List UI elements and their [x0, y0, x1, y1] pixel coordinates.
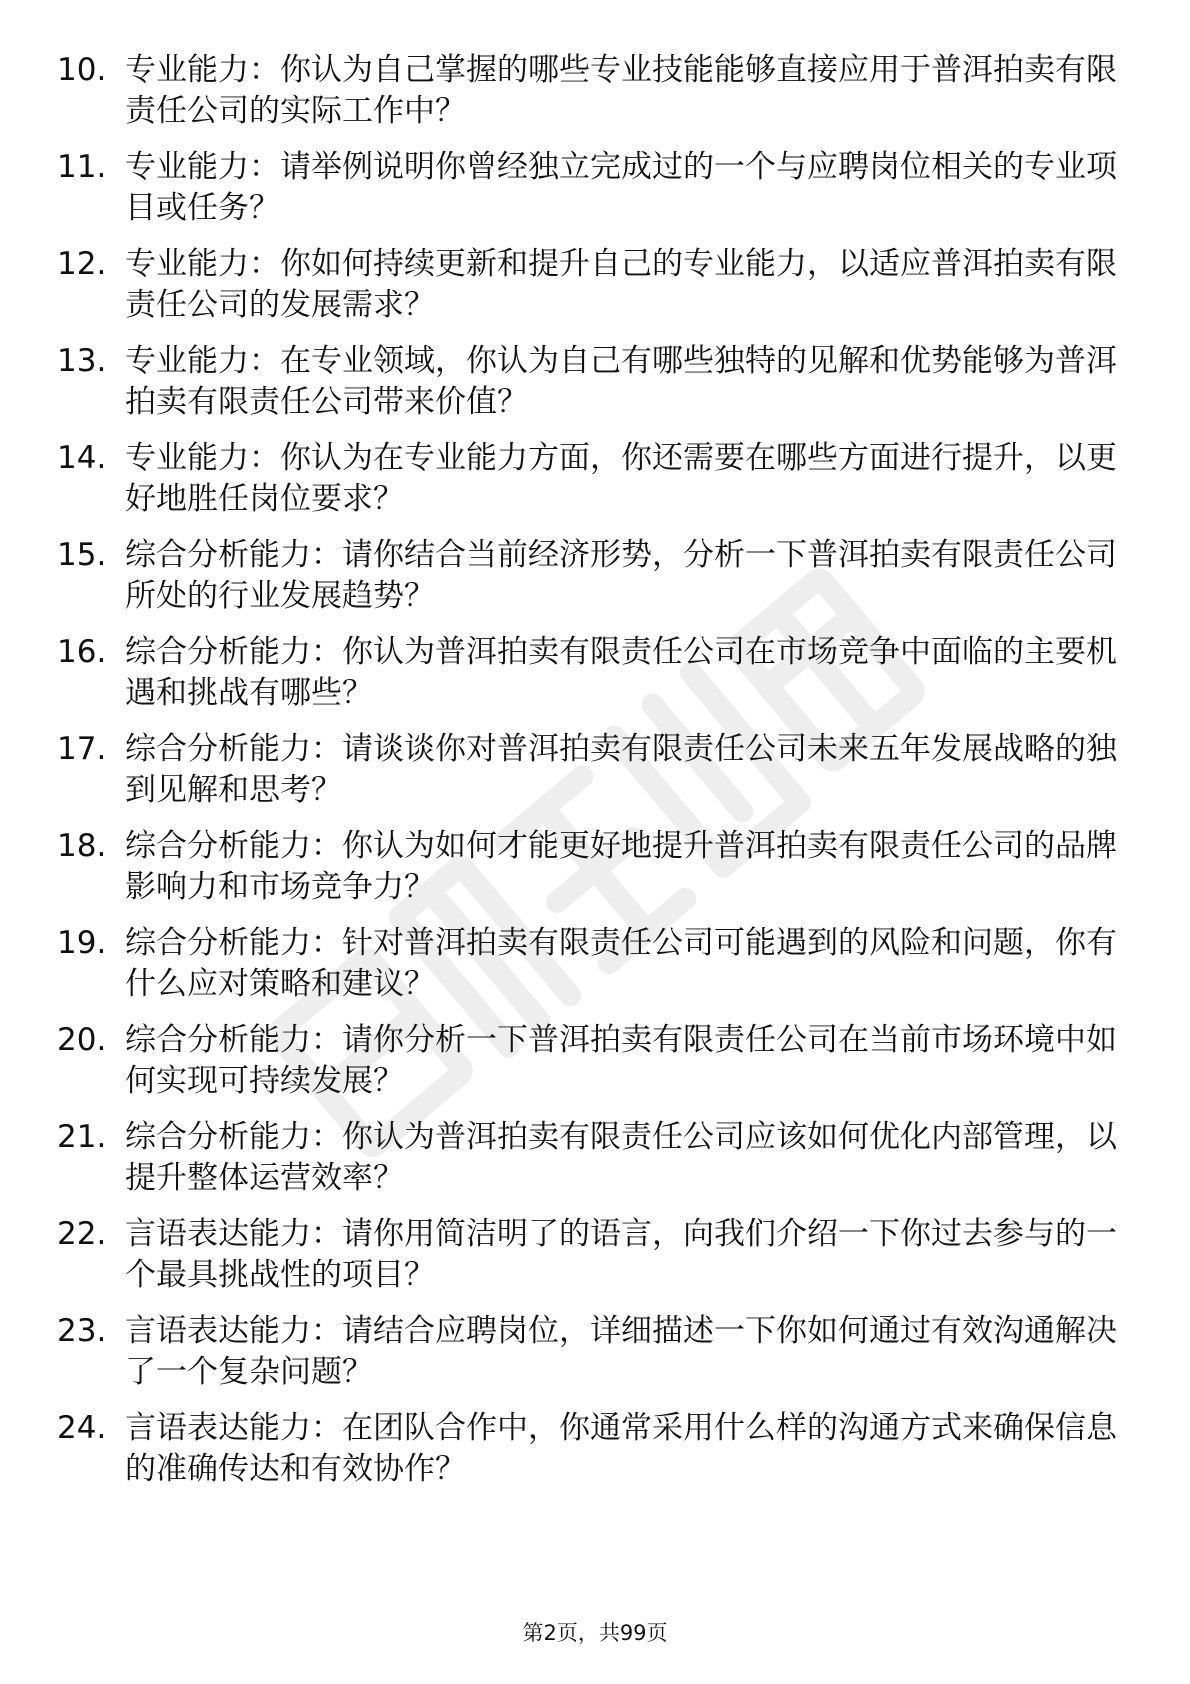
- question-list: [57, 50, 1117, 1505]
- question-item: [57, 535, 1117, 617]
- question-number: 19.: [57, 925, 107, 961]
- question-item: [57, 632, 1117, 714]
- question-text: 综合分析能力：请你分析一下普洱拍卖有限责任公司在当前市场环境中如何实现可持续发展？: [125, 1022, 1117, 1099]
- question-number: 17.: [57, 731, 107, 767]
- question-number: 21.: [57, 1119, 107, 1155]
- question-number: 15.: [57, 537, 107, 573]
- question-number: 14.: [57, 440, 107, 476]
- question-number: 16.: [57, 634, 107, 670]
- question-number: 18.: [57, 828, 107, 864]
- question-text: 专业能力：你如何持续更新和提升自己的专业能力，以适应普洱拍卖有限责任公司的发展需求？: [125, 246, 1117, 323]
- question-item: [57, 729, 1117, 811]
- question-item: [57, 1117, 1117, 1199]
- question-text: 言语表达能力：请你用简洁明了的语言，向我们介绍一下你过去参与的一个最具挑战性的项目？: [125, 1216, 1117, 1293]
- question-number: 23.: [57, 1313, 107, 1349]
- page-number-footer: 第2页，共99页: [522, 1621, 668, 1645]
- question-text: 综合分析能力：你认为普洱拍卖有限责任公司在市场竞争中面临的主要机遇和挑战有哪些？: [125, 634, 1117, 711]
- question-item: [57, 1311, 1117, 1393]
- question-number: 24.: [57, 1410, 107, 1446]
- question-number: 22.: [57, 1216, 107, 1252]
- question-item: [57, 923, 1117, 1005]
- question-text: 专业能力：请举例说明你曾经独立完成过的一个与应聘岗位相关的专业项目或任务？: [125, 149, 1117, 226]
- question-number: 20.: [57, 1022, 107, 1058]
- question-text: 综合分析能力：请你结合当前经济形势，分析一下普洱拍卖有限责任公司所处的行业发展趋势？: [125, 537, 1117, 614]
- question-item: [57, 1020, 1117, 1102]
- question-item: [57, 244, 1117, 326]
- question-text: 专业能力：你认为在专业能力方面，你还需要在哪些方面进行提升，以更好地胜任岗位要求？: [125, 440, 1117, 517]
- question-item: [57, 438, 1117, 520]
- question-text: 综合分析能力：你认为普洱拍卖有限责任公司应该如何优化内部管理，以提升整体运营效率？: [125, 1119, 1117, 1196]
- question-item: [57, 1408, 1117, 1490]
- question-text: 综合分析能力：针对普洱拍卖有限责任公司可能遇到的风险和问题，你有什么应对策略和建议？: [125, 925, 1117, 1002]
- question-number: 11.: [57, 149, 107, 185]
- question-item: [57, 1214, 1117, 1296]
- question-text: 专业能力：在专业领域，你认为自己有哪些独特的见解和优势能够为普洱拍卖有限责任公司带来价值？: [125, 343, 1117, 420]
- question-text: 综合分析能力：请谈谈你对普洱拍卖有限责任公司未来五年发展战略的独到见解和思考？: [125, 731, 1117, 808]
- question-item: [57, 826, 1117, 908]
- question-number: 12.: [57, 246, 107, 282]
- question-number: 10.: [57, 52, 107, 88]
- question-text: 言语表达能力：在团队合作中，你通常采用什么样的沟通方式来确保信息的准确传达和有效协作？: [125, 1410, 1117, 1487]
- question-text: 言语表达能力：请结合应聘岗位，详细描述一下你如何通过有效沟通解决了一个复杂问题？: [125, 1313, 1117, 1390]
- question-item: [57, 50, 1117, 132]
- question-text: 专业能力：你认为自己掌握的哪些专业技能能够直接应用于普洱拍卖有限责任公司的实际工作中？: [125, 52, 1117, 129]
- question-item: [57, 147, 1117, 229]
- question-number: 13.: [57, 343, 107, 379]
- question-text: 综合分析能力：你认为如何才能更好地提升普洱拍卖有限责任公司的品牌影响力和市场竞争力？: [125, 828, 1117, 905]
- question-item: [57, 341, 1117, 423]
